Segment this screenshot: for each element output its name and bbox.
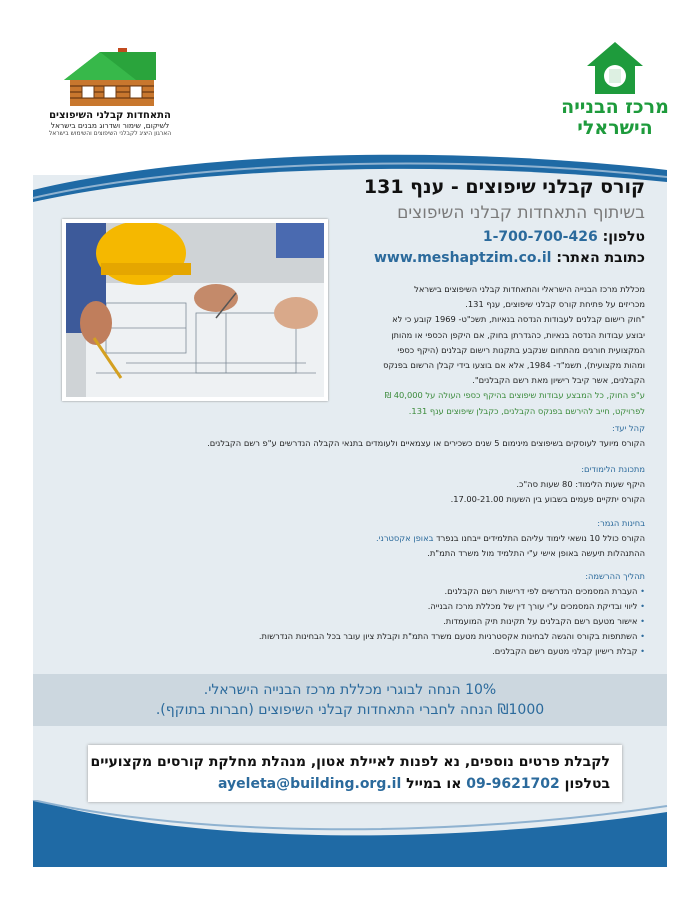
page-title: קורס קבלני שיפוצים - ענף 131	[363, 176, 645, 198]
exams-section	[45, 516, 645, 561]
phone-label: טלפון:	[602, 229, 645, 245]
format-title: מתכונת הלימודים:	[581, 464, 645, 474]
discount-line1: 10% הנחה לבוגרי מכללת מרכז הבנייה הישראלי.	[203, 682, 497, 698]
audience-text: הקורס מיועד לעוסקים בשיפוצים מינימום 5 שנים כשכירים או עצמאיים ולעומדים בתנאי הקבלה הנדרשים ע"פ רשם הקבלנים.	[207, 438, 645, 448]
list-item: • ליווי ובדיקת המסמכים ע"י עורך דין של מכללת מרכז הבנייה.	[45, 599, 645, 614]
law-note-line: לפרויקט, חייב להירשם בפנקס הקבלנים, כקבלן שיפוצים ענף 131.	[408, 405, 645, 416]
renovators-association-logo	[40, 46, 180, 137]
house-logo-icon	[585, 40, 645, 96]
website-label: כתובת האתר:	[556, 250, 645, 266]
contact-line2	[88, 773, 610, 795]
discount-banner	[33, 674, 667, 726]
website-url: www.meshaptzim.co.il	[373, 250, 552, 266]
phone-number: 1-700-700-426	[482, 229, 598, 245]
registration-steps	[45, 584, 645, 659]
logo-left-tagline: לשיקום, שימור ושדרוג מבנים בישראל	[50, 121, 170, 130]
format-hours: היקף שעות הלימוד: 80 שעות סה"כ.	[516, 479, 645, 489]
audience-section	[45, 421, 645, 451]
contact-email-link[interactable]: ayeleta@building.org.il	[218, 776, 402, 792]
registration-section	[45, 569, 645, 659]
discount-line2: ₪1000 הנחה לחברי התאחדות קבלני השיפוצים (חברות בתוקף).	[155, 702, 545, 718]
intro-line: מכריזים על פתיחת קורס קבלני שיפוצים, ענף 131.	[465, 299, 645, 310]
building-center-logo	[560, 40, 670, 138]
contact-box	[88, 745, 622, 802]
list-item: • קבלת רישיון קבלני מטעם רשם הקבלנים.	[45, 644, 645, 659]
intro-line: הקבלנים, אשר קיבל רישיון מאת רשם הקבלנים".	[472, 375, 645, 386]
list-item: • אישור מטעם רשם הקבלנים על תקינות תיק המועמדות.	[45, 614, 645, 629]
intro-line: ומהות מקצועית), תשמ"ד- 1984, אלא אם בוצעו בידי קבלן הרשום בפנקס	[383, 360, 645, 371]
logo-name-line1: מרכז הבנייה	[561, 96, 669, 118]
intro-line: "חוק רישום קבלנים לעבודות הנדסה בנאיות, תשכ"ט- 1969 קובע כי לא	[392, 314, 645, 325]
page-subtitle: בשיתוף התאחדות קבלני השיפוצים	[397, 203, 645, 223]
website-line	[374, 250, 645, 266]
contact-email-prefix: או במייל	[406, 776, 462, 792]
intro-paragraph	[345, 282, 645, 419]
list-item: • העברת המסמכים הנדרשים לפי דרישות רשם הקבלנים.	[45, 584, 645, 599]
format-schedule: הקורס יתקיים פעמים בשבוע בין השעות 17.00-21.00.	[450, 494, 645, 504]
contact-phone-prefix: בטלפון	[564, 776, 610, 792]
exams-line1	[45, 531, 645, 546]
law-note-line: ע"פ החוק, כל המבצע עבודות שיפוצים בהיקף כספי העולה על 40,000 ₪	[384, 390, 645, 401]
cabin-logo-icon	[60, 46, 160, 108]
bottom-wave-decoration	[0, 800, 700, 875]
exams-external: באופן אקסטרני.	[376, 533, 434, 543]
intro-line: המקצועית חורגים מהתחום שנקבע בתקנות רישום קבלנים (היקף כספי	[397, 344, 645, 355]
contact-line1: לקבלת פרטים נוספים, נא לפנות לאיילת אטון, מנהלת מחלקת קורסים מקצועיים	[90, 754, 610, 770]
contact-phone[interactable]: 09-9621702	[466, 776, 560, 792]
audience-title: קהל יעד:	[611, 423, 645, 433]
intro-line: יבוצע עבודות הנדסה בנאיות, כהגדרתן בחוק, אם היקפן הכספי או מהותן	[391, 329, 645, 340]
phone-line	[483, 229, 645, 245]
format-section	[45, 462, 645, 507]
registration-title: תהליך ההרשמה:	[585, 571, 645, 581]
logo-name-line2: הישראלי	[577, 117, 653, 139]
logo-left-name: התאחדות קבלני השיפוצים	[49, 110, 171, 121]
logo-left-subtag: הארגון היציג לקבלני השיפוצים והשימוש בישראל	[48, 130, 172, 137]
list-item: • השתתפות בקורס והגשה לבחינות אקסטרניות מטעם משרד התמ"ת וקבלת ציון עובר בכל הבחינות הנדרשות.	[45, 629, 645, 644]
exams-line1-text: הקורס כולל 10 נושאי לימוד עליהם התלמידים ייבחנו בנפרד	[436, 533, 645, 543]
exams-line2: ההתנהלות תיעשה באופן אישי ע"י התלמיד מול משרד התמ"ת.	[427, 548, 645, 558]
intro-line: מכללת מרכז הבנייה הישראלי והתאחדות קבלני השיפוצים בישראל	[414, 284, 645, 294]
blueprint-photo	[62, 219, 328, 401]
exams-title: בחינות הגמר:	[597, 518, 645, 528]
